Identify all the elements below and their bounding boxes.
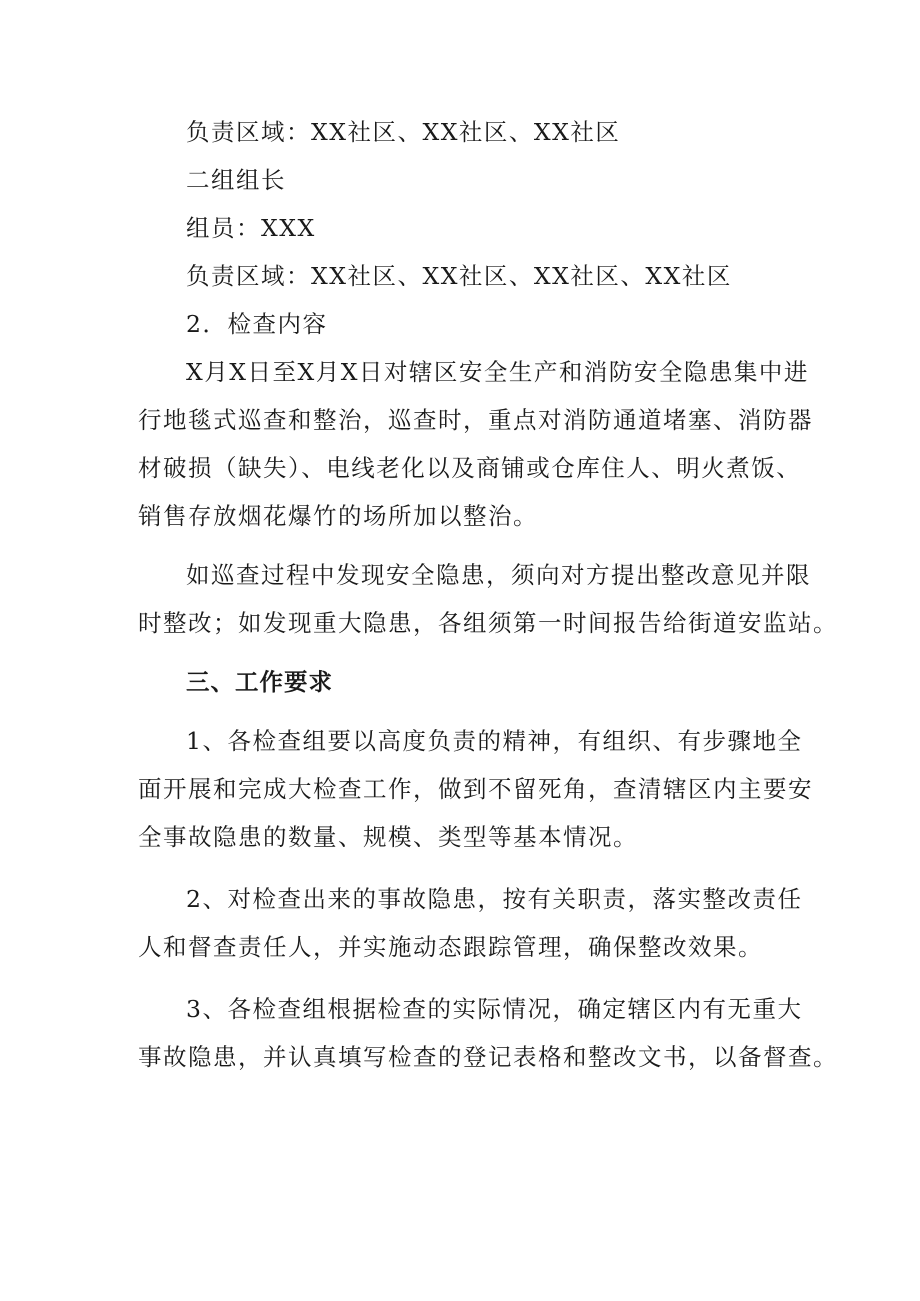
- responsible-area-line-2: 负责区域：XX社区、XX社区、XX社区、XX社区: [186, 262, 732, 290]
- group-two-leader-line: 二组组长: [186, 166, 286, 194]
- responsible-area-line-1: 负责区域：XX社区、XX社区、XX社区: [186, 118, 621, 146]
- paragraph-line: 事故隐患，并认真填写检查的登记表格和整改文书，以备督查。: [138, 1043, 838, 1071]
- paragraph-line: 销售存放烟花爆竹的场所加以整治。: [138, 502, 538, 530]
- group-members-line: 组员：XXX: [186, 214, 316, 242]
- paragraph-line: 人和督查责任人，并实施动态跟踪管理，确保整改效果。: [138, 933, 763, 961]
- paragraph-line: 时整改；如发现重大隐患，各组须第一时间报告给街道安监站。: [138, 609, 838, 637]
- paragraph-line: 3、各检查组根据检查的实际情况，确定辖区内有无重大: [186, 995, 803, 1023]
- paragraph-line: 行地毯式巡查和整治，巡查时，重点对消防通道堵塞、消防器: [138, 406, 813, 434]
- paragraph-line: 2、对检查出来的事故隐患，按有关职责，落实整改责任: [186, 885, 803, 913]
- paragraph-line: 材破损（缺失）、电线老化以及商铺或仓库住人、明火煮饭、: [138, 454, 802, 482]
- section-work-requirements-heading: 三、工作要求: [186, 668, 333, 696]
- paragraph-line: 面开展和完成大检查工作，做到不留死角，查清辖区内主要安: [138, 775, 813, 803]
- section-inspection-content-heading: 2．检查内容: [186, 310, 328, 338]
- paragraph-line: 如巡查过程中发现安全隐患，须向对方提出整改意见并限: [186, 561, 811, 589]
- paragraph-line: X月X日至X月X日对辖区安全生产和消防安全隐患集中进: [186, 358, 809, 386]
- paragraph-line: 全事故隐患的数量、规模、类型等基本情况。: [138, 823, 638, 851]
- paragraph-line: 1、各检查组要以高度负责的精神，有组织、有步骤地全: [186, 727, 803, 755]
- document-body: [138, 108, 838, 1081]
